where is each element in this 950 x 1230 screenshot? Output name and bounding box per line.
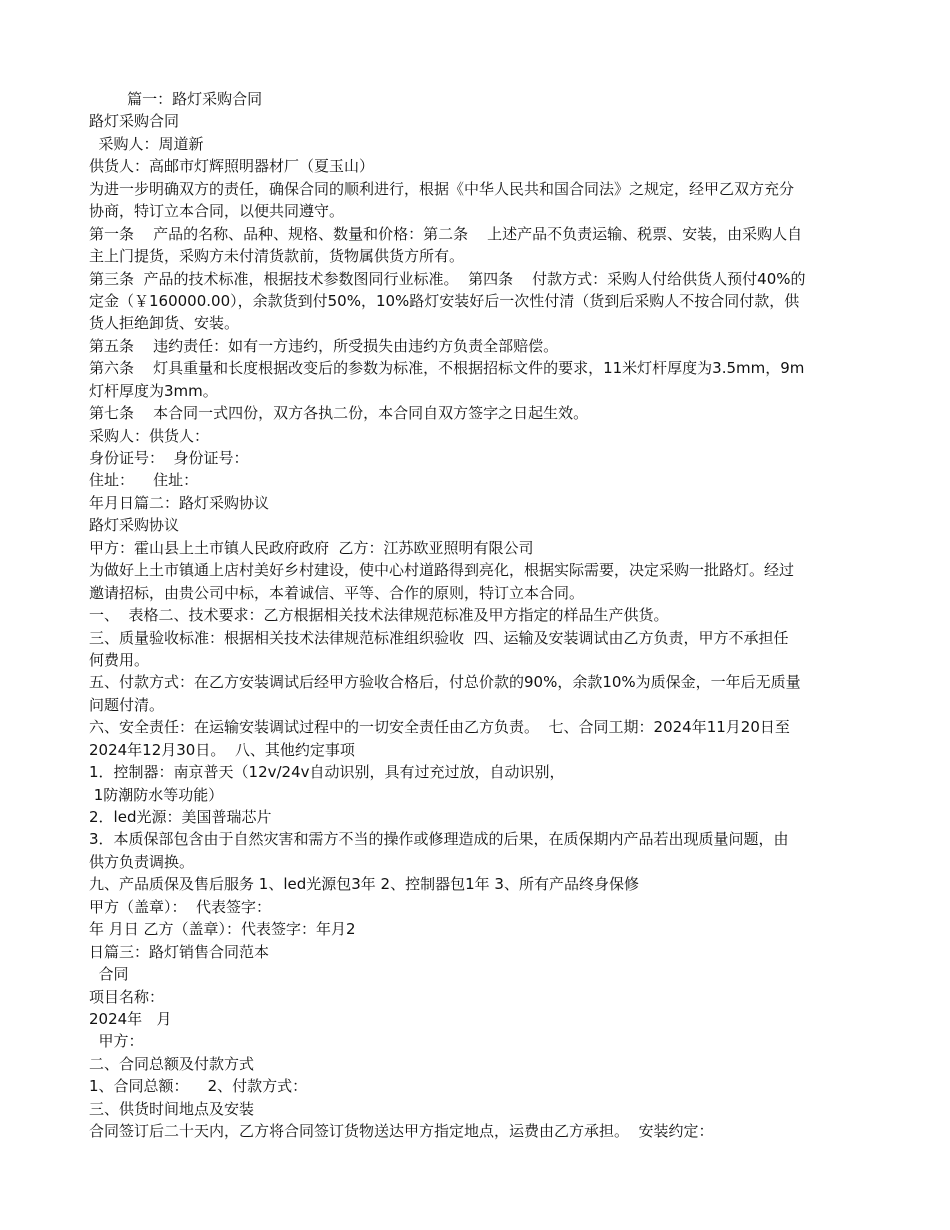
text-line: 问题付清。 [89,695,165,714]
text-line: 第一条 产品的名称、品种、规格、数量和价格：第二条 上述产品不负责运输、税票、安装，由采购人自 [89,224,803,243]
text-line: 合同签订后二十天内，乙方将合同签订货物送达甲方指定地点，运费由乙方承担。 安装约定： [89,1122,714,1141]
text-line: 邀请招标，由贵公司中标，本着诚信、平等、合作的原则，特订立本合同。 [89,583,585,602]
text-line: 五、付款方式：在乙方安装调试后经甲方验收合格后，付总价款的90%，余款10%为质保金，一年后无质量 [89,673,801,692]
text-line: 定金（￥160000.00），余款货到付50%，10%路灯安装好后一次性付清（货到后采购人不按合同付款，供 [89,291,800,310]
text-line: 为进一步明确双方的责任，确保合同的顺利进行，根据《中华人民共和国合同法》之规定，经甲乙双方充分 [89,179,795,198]
text-line: 供方负责调换。 [89,852,195,871]
text-line: 一、 表格二、技术要求：乙方根据相关技术法律规范标准及甲方指定的样品生产供货。 [89,606,669,625]
text-line: 甲方： [89,1032,144,1051]
text-line: 甲方：霍山县上土市镇人民政府政府 乙方：江苏欧亚照明有限公司 [89,538,534,557]
text-line: 项目名称： [89,987,165,1006]
text-line: 协商，特订立本合同，以便共同遵守。 [89,202,345,221]
text-line: 第七条 本合同一式四份，双方各执二份，本合同自双方签字之日起生效。 [89,404,589,423]
text-line: 年月日篇二：路灯采购协议 [89,493,270,512]
text-line: 三、供货时间地点及安装 [89,1099,255,1118]
text-line: 六、安全责任：在运输安装调试过程中的一切安全责任由乙方负责。 七、合同工期：2024年11月20日至 [89,718,790,737]
text-line: 货人拒绝卸货、安装。 [89,314,240,333]
text-line: 住址： 住址： [89,471,199,490]
document-body [89,88,864,1143]
text-line: 第五条 违约责任：如有一方违约，所受损失由违约方负责全部赔偿。 [89,336,559,355]
text-line: 为做好上土市镇通上店村美好乡村建设，使中心村道路得到亮化，根据实际需要，决定采购一批路灯。经过 [89,561,795,580]
text-line: 日篇三：路灯销售合同范本 [89,942,270,961]
text-line: 2024年12月30日。 八、其他约定事项 [89,740,355,759]
text-line: 1．控制器：南京普天（12v/24v自动识别，具有过充过放，自动识别， [89,763,565,782]
text-line: 三、质量验收标准：根据相关技术法律规范标准组织验收 四、运输及安装调试由乙方负责，甲方不承担任 [89,628,789,647]
text-line: 九、产品质保及售后服务 1、led光源包3年 2、控制器包1年 3、所有产品终身保修 [89,875,639,894]
text-line: 采购人：周道新 [89,134,204,153]
text-line: 路灯采购协议 [89,516,180,535]
text-line: 主上门提货，采购方未付清货款前，货物属供货方所有。 [89,247,465,266]
text-line: 1防潮防水等功能） [89,785,224,804]
text-line: 何费用。 [89,650,150,669]
text-line: 供货人：高邮市灯辉照明器材厂（夏玉山） [89,157,375,176]
text-line: 合同 [89,965,129,984]
text-line: 2024年 月 [89,1009,172,1028]
text-line: 篇一：路灯采购合同 [89,90,263,108]
text-line: 身份证号： 身份证号： [89,449,249,467]
text-line: 第三条 产品的技术标准，根据技术参数图同行业标准。 第四条 付款方式：采购人付给供货人预付40%的 [89,269,806,288]
text-line: 路灯采购合同 [89,112,180,131]
text-line: 灯杆厚度为3mm。 [89,381,218,400]
text-line: 第六条 灯具重量和长度根据改变后的参数为标准，不根据招标文件的要求，11米灯杆厚度为3.5mm，9m [89,359,805,378]
text-line: 二、合同总额及付款方式 [89,1054,255,1073]
text-line: 年 月日 乙方（盖章）：代表签字：年月2 [89,920,356,939]
text-line: 2．led光源：美国普瑞芯片 [89,808,272,826]
text-line: 采购人：供货人： [89,426,210,445]
text-line: 1、合同总额： 2、付款方式： [89,1077,308,1096]
text-line: 3．本质保部包含由于自然灾害和需方不当的操作或修理造成的后果，在质保期内产品若出现质量问题，由 [89,830,789,849]
text-line: 甲方（盖章）： 代表签字： [89,897,272,916]
